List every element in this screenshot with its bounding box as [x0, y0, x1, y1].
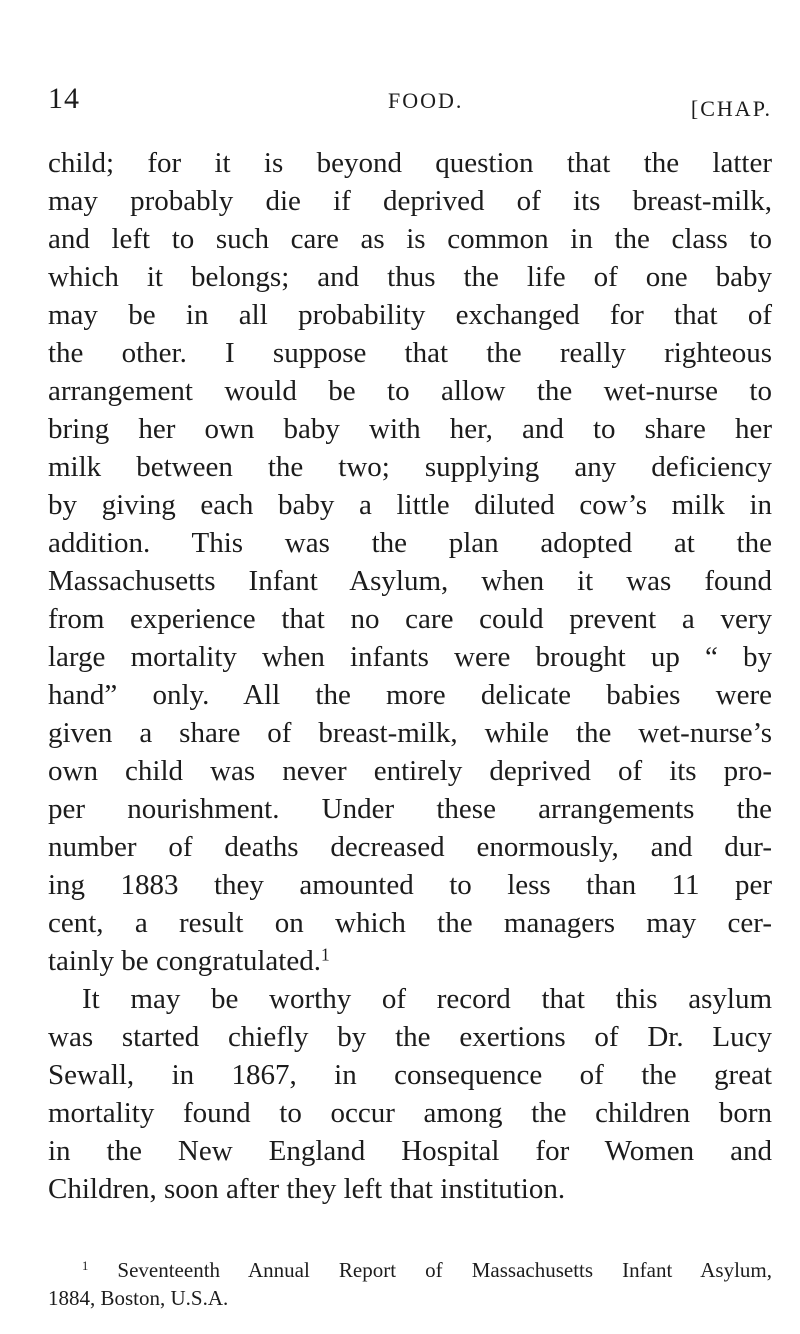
running-head — [48, 84, 772, 124]
text-line: from experience that no care could prevent a very — [48, 603, 772, 635]
text-line: own child was never entirely deprived of its pro- — [48, 755, 772, 787]
page-number: 14 — [48, 82, 80, 115]
text-line: by giving each baby a little diluted cow’s milk in — [48, 489, 772, 521]
text-line: milk between the two; supplying any deficiency — [48, 451, 772, 483]
text-line: Children, soon after they left that institution. — [48, 1173, 566, 1205]
text-line: mortality found to occur among the children born — [48, 1097, 772, 1129]
footnote-line: 1884, Boston, U.S.A. — [48, 1286, 229, 1310]
text-line: ing 1883 they amounted to less than 11 per — [48, 869, 772, 901]
text-line: hand” only. All the more delicate babies were — [48, 679, 772, 711]
text-line: which it belongs; and thus the life of one baby — [48, 261, 772, 293]
text-line: and left to such care as is common in the class to — [48, 223, 772, 255]
text-line-content: tainly be congratulated. — [48, 945, 321, 977]
text-line: may probably die if deprived of its breast-milk, — [48, 185, 772, 217]
text-line: arrangement would be to allow the wet-nurse to — [48, 375, 772, 407]
text-line: large mortality when infants were brought up “ by — [48, 641, 772, 673]
footnote-line — [48, 1256, 772, 1284]
text-line: was started chiefly by the exertions of Dr. Lucy — [48, 1021, 772, 1053]
chapter-label: [CHAP. — [690, 96, 772, 121]
footnote-text: Seventeenth Annual Report of Massachusetts Infant Asylum, — [117, 1258, 773, 1282]
footnote-reference: 1 — [320, 944, 330, 965]
text-line: in the New England Hospital for Women and — [48, 1135, 772, 1167]
text-line: given a share of breast-milk, while the wet-nurse’s — [48, 717, 772, 749]
text-line: per nourishment. Under these arrangements the — [48, 793, 772, 825]
text-line: the other. I suppose that the really righteous — [48, 337, 772, 369]
text-line: cent, a result on which the managers may cer- — [48, 907, 772, 939]
text-line: bring her own baby with her, and to share her — [48, 413, 772, 445]
paragraph-start-line: It may be worthy of record that this asylum — [82, 983, 772, 1015]
text-line: addition. This was the plan adopted at the — [48, 527, 772, 559]
body-text — [48, 144, 772, 1208]
footnote-marker: 1 — [82, 1259, 89, 1274]
running-title: FOOD. — [388, 88, 464, 113]
text-line: may be in all probability exchanged for that of — [48, 299, 772, 331]
footnotes — [48, 1256, 772, 1312]
text-line: number of deaths decreased enormously, and dur- — [48, 831, 772, 863]
text-line-with-footnote — [48, 942, 772, 980]
text-line: child; for it is beyond question that the latter — [48, 147, 772, 179]
text-line: Massachusetts Infant Asylum, when it was found — [48, 565, 772, 597]
text-line: Sewall, in 1867, in consequence of the great — [48, 1059, 772, 1091]
